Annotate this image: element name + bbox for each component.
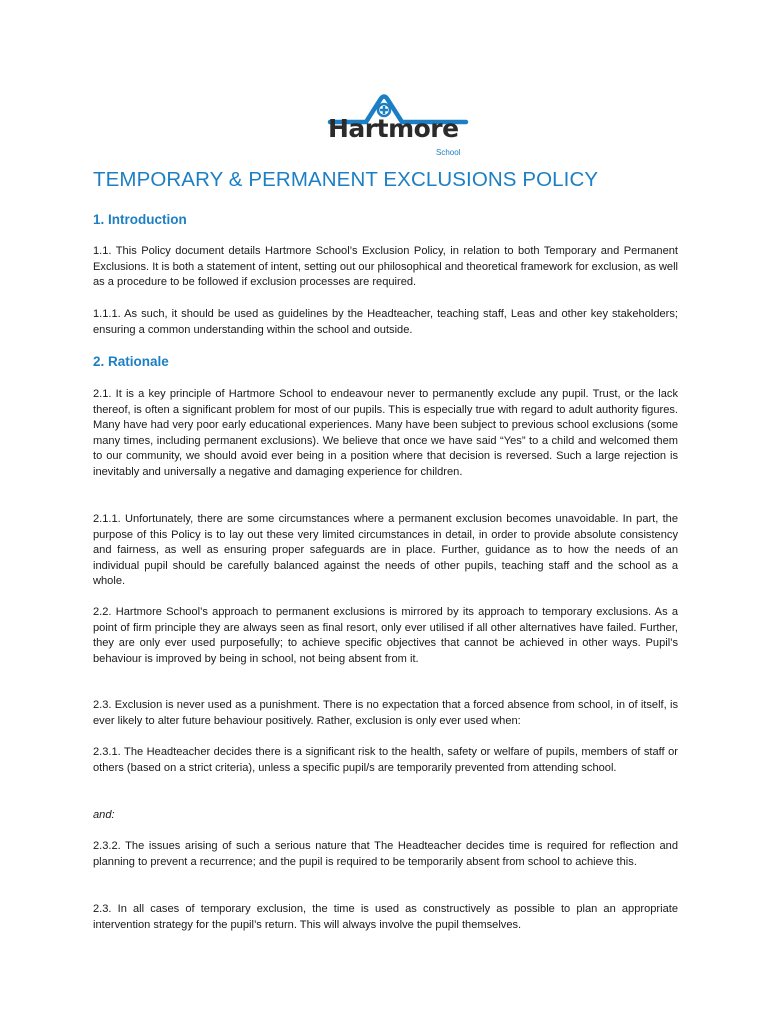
logo-subtitle: School [436, 148, 461, 157]
introduction-heading: 1. Introduction [93, 212, 187, 227]
paragraph-2-3-final: 2.3. In all cases of temporary exclusion, the time is used as constructively as possible to plan an appropriate intervention strategy for the pupil’s return. This will always involve the pupil themselves. [93, 903, 678, 931]
paragraph-1-1: 1.1. This Policy document details Hartmore School’s Exclusion Policy, in relation to both Temporary and Permanent Exclusions. It is both a statement of intent, setting out our philosophical and theoretical framework for exclusion, as well as a procedure to be followed if exclusion processes are required. [93, 245, 678, 289]
document-title: TEMPORARY & PERMANENT EXCLUSIONS POLICY [93, 168, 599, 191]
rationale-heading: 2. Rationale [93, 354, 169, 369]
conjunction-and: and: [93, 809, 115, 821]
paragraph-2-1-1: 2.1.1. Unfortunately, there are some circumstances where a permanent exclusion becomes unavoidable. In part, the purpose of this Policy is to lay out these very limited circumstances in detail, in order to provide absolute consistency and fairness, as well as ensuring proper safeguards are in place. Further, guidance as to how the needs of an individual pupil should be carefully balanced against the needs of other pupils, teaching staff and the school as a whole. [93, 513, 678, 588]
paragraph-2-3-2: 2.3.2. The issues arising of such a serious nature that The Headteacher decides time is required for reflection and planning to prevent a recurrence; and the pupil is required to be temporarily absent from school to achieve this. [93, 840, 678, 868]
paragraph-2-2: 2.2. Hartmore School’s approach to permanent exclusions is mirrored by its approach to temporary exclusions. As a point of firm principle they are always seen as final resort, only ever utilised if all other alternatives have failed. Further, they are only ever used purposefully; to achieve specific objectives that cannot be achieved in other ways. Pupil’s behaviour is improved by being in school, not being absent from it. [93, 606, 678, 665]
paragraph-2-3-1: 2.3.1. The Headteacher decides there is a significant risk to the health, safety or welfare of pupils, members of staff or others (based on a strict criteria), unless a specific pupil/s are temporarily prevented from attending school. [93, 746, 678, 774]
paragraph-2-3: 2.3. Exclusion is never used as a punishment. There is no expectation that a forced absence from school, in of itself, is ever likely to alter future behaviour positively. Rather, exclusion is only ever used when: [93, 699, 678, 727]
logo-wordmark: Hartmore [328, 114, 459, 143]
school-logo [322, 86, 472, 166]
paragraph-2-1: 2.1. It is a key principle of Hartmore School to endeavour never to permanently exclude any pupil. Trust, or the lack thereof, is often a significant problem for most of our pupils. This is especially true with regard to adult authority figures. Many have had very poor early educational experiences. Many have been subject to previous school exclusions (some many times, including permanent exclusions). We believe that once we have said “Yes” to a child and welcomed them to our community, we should avoid ever being in a position where that decision is reversed. Such a large rejection is inevitably and universally a negative and damaging experience for children. [93, 388, 678, 478]
paragraph-1-1-1: 1.1.1. As such, it should be used as guidelines by the Headteacher, teaching staff, Leas and other key stakeholders; ensuring a common understanding within the school and outside. [93, 308, 678, 336]
